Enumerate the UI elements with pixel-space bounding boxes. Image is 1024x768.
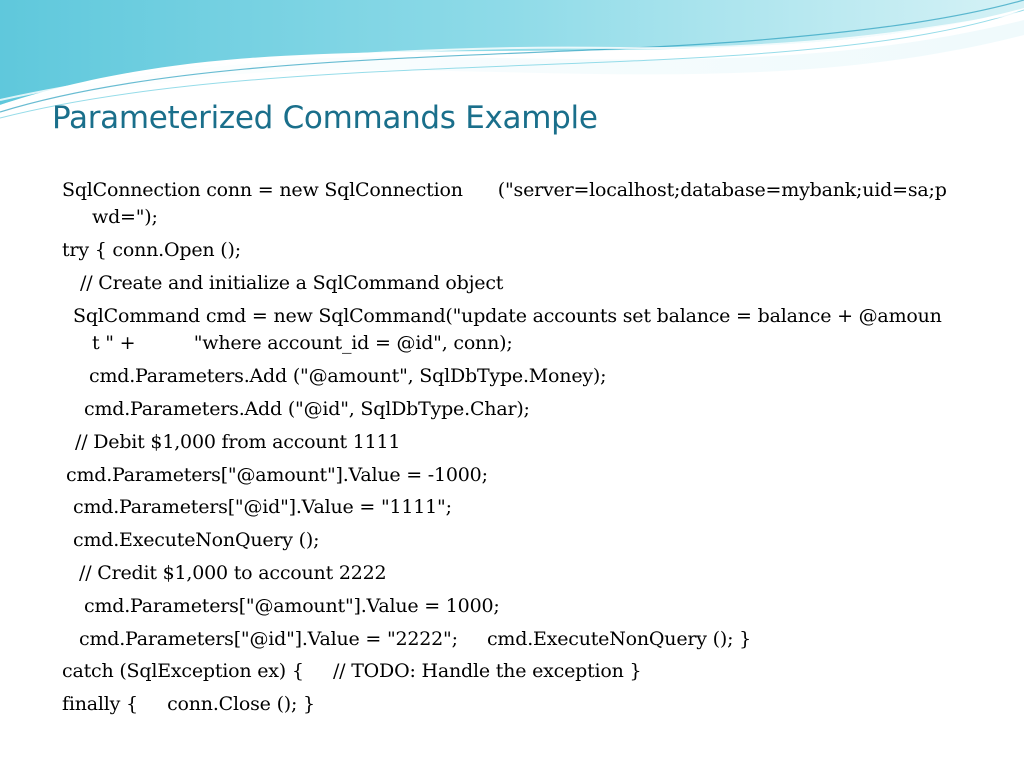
code-line: cmd.ExecuteNonQuery (); — [73, 529, 320, 551]
code-line: SqlConnection conn = new SqlConnection ("server=localhost;database=mybank;uid=sa;p — [62, 179, 947, 201]
code-comment: // Create and initialize a SqlCommand object — [80, 272, 504, 294]
code-line: cmd.Parameters["@id"].Value = "2222"; cmd.ExecuteNonQuery (); } — [79, 628, 751, 650]
code-line: cmd.Parameters.Add ("@amount", SqlDbType.Money); — [89, 365, 607, 387]
code-line: catch (SqlException ex) { // TODO: Handle the exception } — [62, 660, 642, 682]
code-comment: // Debit $1,000 from account 1111 — [75, 431, 401, 453]
code-line: t " + "where account_id = @id", conn); — [92, 332, 513, 354]
code-line: cmd.Parameters["@amount"].Value = 1000; — [84, 595, 500, 617]
code-line: cmd.Parameters["@amount"].Value = -1000; — [66, 464, 488, 486]
code-line: cmd.Parameters.Add ("@id", SqlDbType.Char); — [84, 398, 530, 420]
code-line: SqlCommand cmd = new SqlCommand("update accounts set balance = balance + @amoun — [73, 305, 942, 327]
code-comment: // Credit $1,000 to account 2222 — [79, 562, 387, 584]
code-line: cmd.Parameters["@id"].Value = "1111"; — [73, 496, 452, 518]
code-line: wd="); — [92, 206, 158, 228]
slide-title: Parameterized Commands Example — [52, 100, 598, 136]
code-line: try { conn.Open (); — [62, 239, 241, 261]
code-line: finally { conn.Close (); } — [62, 693, 315, 715]
